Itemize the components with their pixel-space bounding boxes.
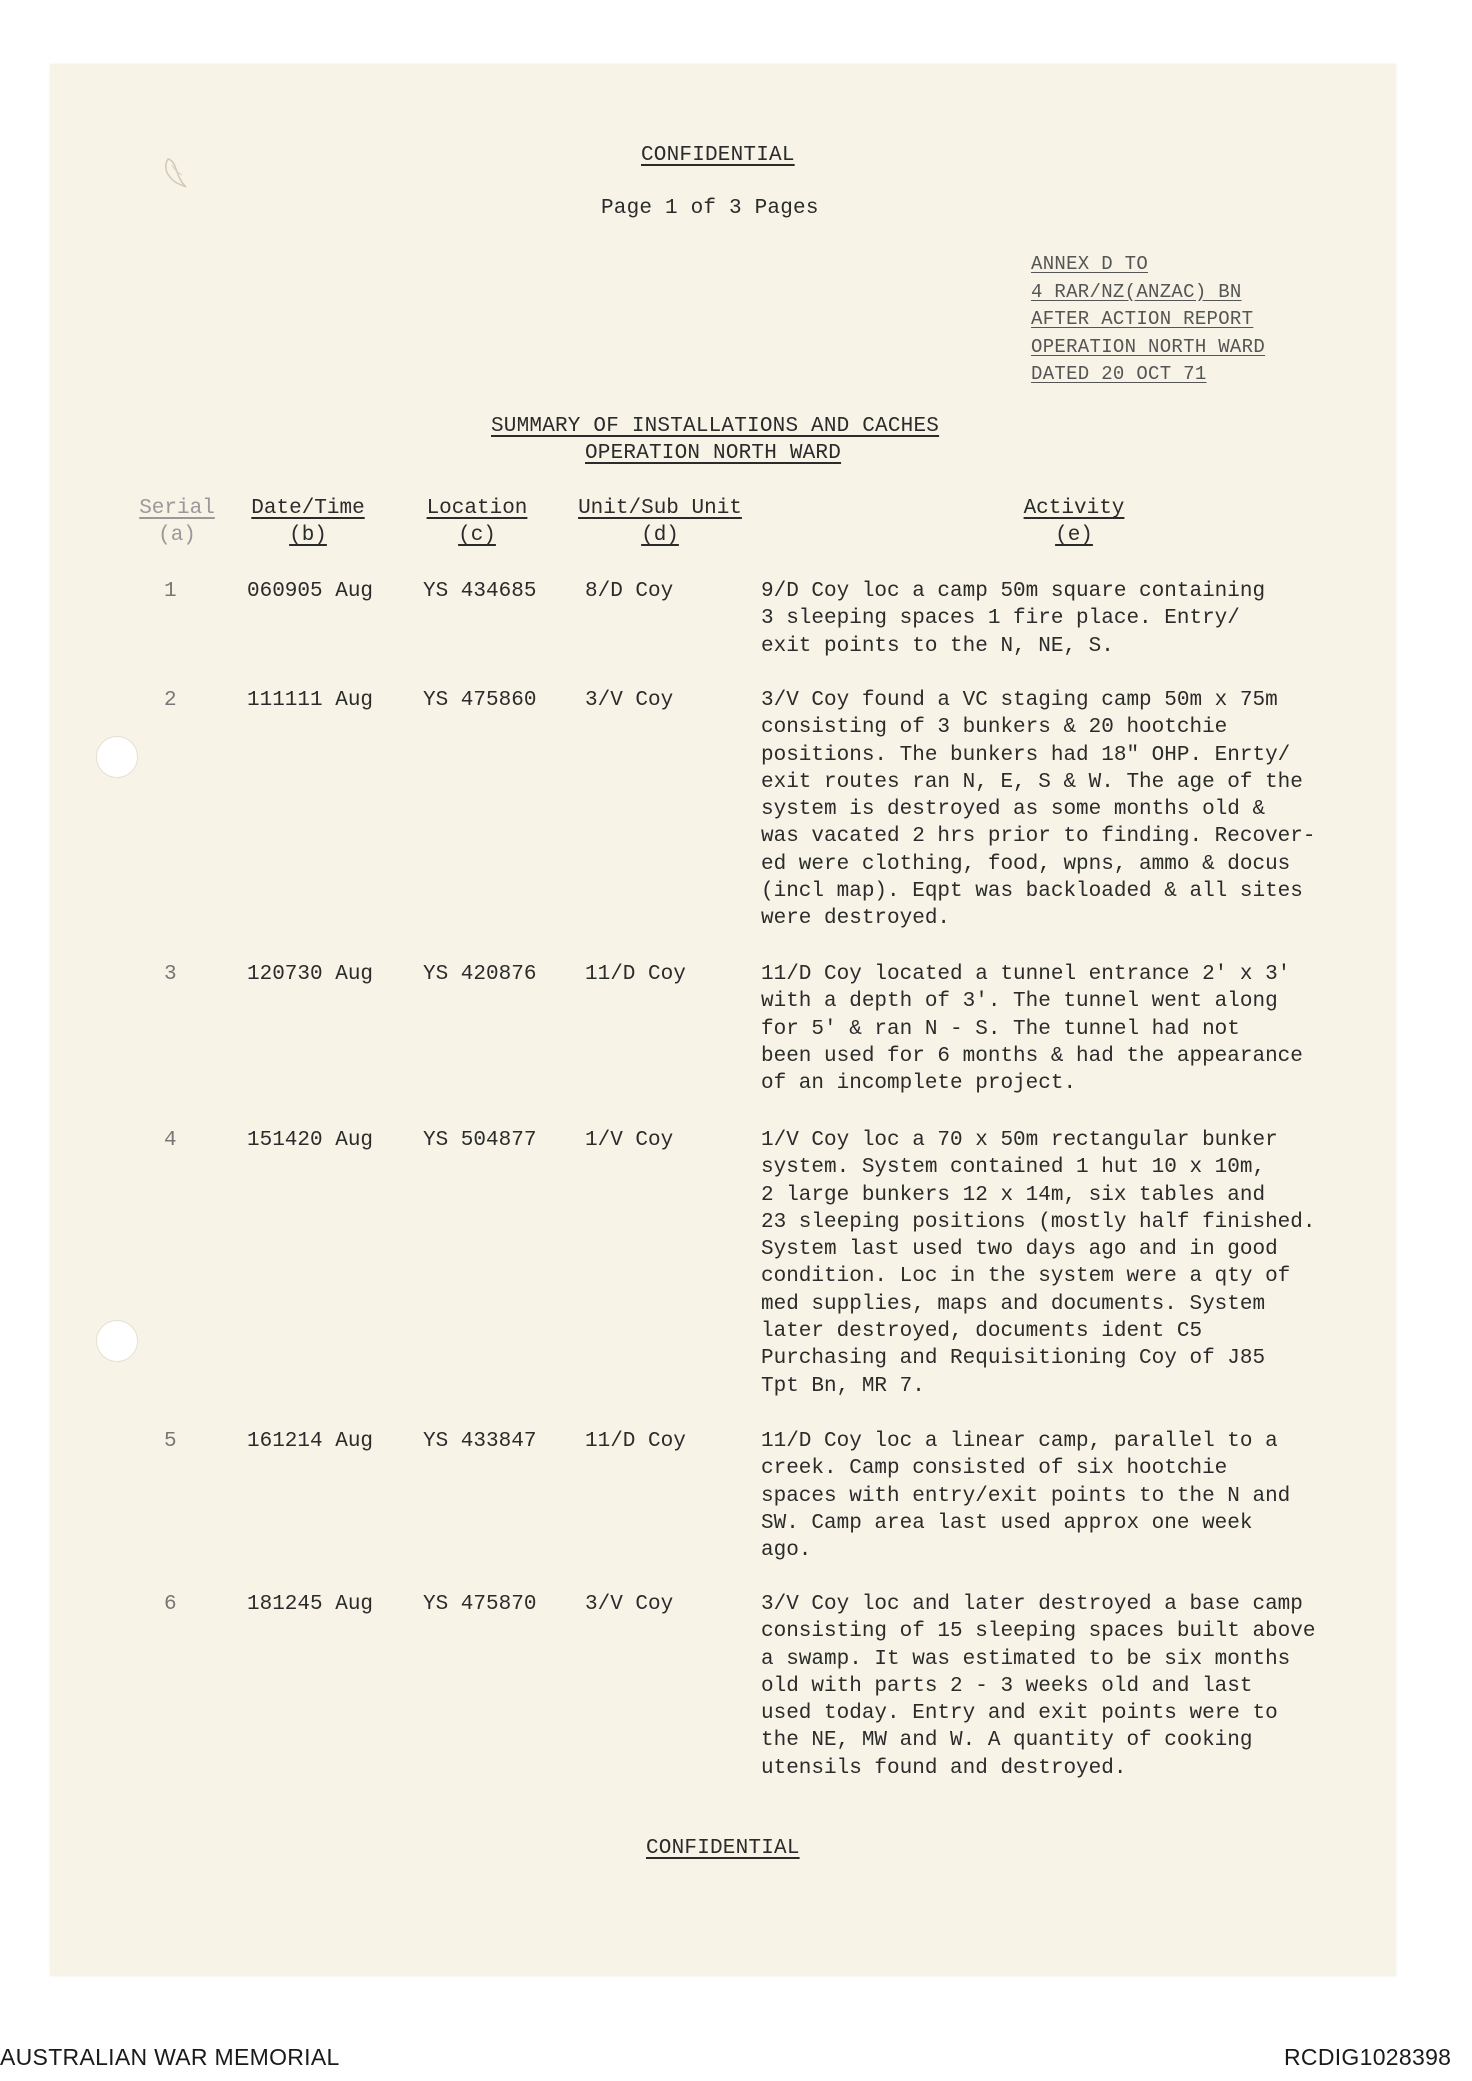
row-datetime: 151420 Aug — [247, 1129, 374, 1152]
activity-line: System last used two days ago and in good — [761, 1238, 1278, 1262]
col-header-datetime: Date/Time (b) — [251, 497, 365, 547]
row-activity — [761, 687, 1381, 933]
activity-line: exit routes ran N, E, S & W. The age of the — [761, 770, 1303, 794]
annex-line: AFTER ACTION REPORT — [1031, 308, 1254, 330]
activity-line: Purchasing and Requisitioning Coy of J85 — [761, 1347, 1266, 1371]
row-activity — [761, 1591, 1381, 1782]
activity-line: positions. The bunkers had 18" OHP. Enrty/ — [761, 743, 1291, 767]
row-serial: 5 — [164, 1430, 177, 1453]
annex-line: 4 RAR/NZ(ANZAC) BN — [1031, 280, 1242, 303]
row-unit: 3/V Coy — [585, 1593, 674, 1616]
activity-line: been used for 6 months & had the appearance — [761, 1044, 1303, 1068]
activity-line: 23 sleeping positions (mostly half finished. — [761, 1210, 1316, 1234]
row-location: YS 420876 — [423, 963, 537, 986]
row-datetime: 120730 Aug — [247, 963, 374, 986]
row-location: YS 475860 — [423, 689, 537, 712]
activity-line: with a depth of 3'. The tunnel went along — [761, 990, 1278, 1014]
activity-line: 2 large bunkers 12 x 14m, six tables and — [761, 1183, 1266, 1207]
archive-reference: RCDIG1028398 — [1284, 2044, 1452, 2070]
activity-line: was vacated 2 hrs prior to finding. Recover- — [761, 825, 1316, 849]
row-activity — [761, 1428, 1381, 1564]
activity-line: the NE, MW and W. A quantity of cooking — [761, 1729, 1253, 1753]
activity-line: 9/D Coy loc a camp 50m square containing — [761, 580, 1266, 603]
page-indicator: Page 1 of 3 Pages — [601, 197, 819, 220]
activity-line: Tpt Bn, MR 7. — [761, 1374, 925, 1398]
row-serial: 3 — [164, 963, 177, 986]
activity-line: of an incomplete project. — [761, 1072, 1077, 1096]
annex-line: DATED 20 OCT 71 — [1031, 363, 1207, 385]
activity-line: later destroyed, documents ident C5 — [761, 1320, 1203, 1344]
col-header-activity: Activity (e) — [1023, 497, 1125, 547]
activity-line: exit points to the N, NE, S. — [761, 634, 1114, 658]
col-header-serial: Serial (a) — [139, 497, 215, 547]
row-location: YS 434685 — [423, 580, 537, 603]
col-header-unit: Unit/Sub Unit (d) — [578, 497, 742, 547]
row-unit: 11/D Coy — [585, 1430, 686, 1453]
paper-mark-icon — [160, 155, 190, 191]
activity-line: utensils found and destroyed. — [761, 1756, 1127, 1780]
document-subtitle: OPERATION NORTH WARD — [585, 442, 842, 465]
activity-line: condition. Loc in the system were a qty of — [761, 1265, 1291, 1289]
row-location: YS 433847 — [423, 1430, 537, 1453]
activity-line: were destroyed. — [761, 907, 951, 931]
footer-classification: CONFIDENTIAL — [646, 1837, 800, 1860]
row-datetime: 111111 Aug — [247, 689, 374, 712]
activity-line: 3/V Coy found a VC staging camp 50m x 75m — [761, 689, 1278, 712]
activity-line: med supplies, maps and documents. System — [761, 1292, 1266, 1316]
row-serial: 6 — [164, 1593, 177, 1616]
row-unit: 3/V Coy — [585, 689, 674, 712]
annex-line: OPERATION NORTH WARD — [1031, 335, 1266, 358]
activity-line: 3 sleeping spaces 1 fire place. Entry/ — [761, 607, 1240, 631]
archive-institution: AUSTRALIAN WAR MEMORIAL — [0, 2044, 340, 2070]
row-serial: 1 — [164, 580, 177, 603]
row-location: YS 504877 — [423, 1129, 537, 1152]
row-location: YS 475870 — [423, 1593, 537, 1616]
punch-hole-top — [96, 736, 138, 778]
annex-line: ANNEX D TO — [1031, 253, 1149, 275]
row-serial: 4 — [164, 1129, 177, 1152]
row-serial: 2 — [164, 689, 177, 712]
activity-line: used today. Entry and exit points were to — [761, 1702, 1278, 1726]
activity-line: consisting of 3 bunkers & 20 hootchie — [761, 716, 1228, 740]
activity-line: 11/D Coy loc a linear camp, parallel to a — [761, 1430, 1278, 1453]
punch-hole-bottom — [96, 1320, 138, 1362]
row-activity — [761, 578, 1381, 660]
activity-line: SW. Camp area last used approx one week — [761, 1511, 1253, 1535]
activity-line: (incl map). Eqpt was backloaded & all sites — [761, 880, 1303, 904]
activity-line: system is destroyed as some months old & — [761, 798, 1266, 822]
activity-line: spaces with entry/exit points to the N and — [761, 1484, 1291, 1508]
activity-line: consisting of 15 sleeping spaces built above — [761, 1620, 1316, 1644]
activity-line: 1/V Coy loc a 70 x 50m rectangular bunker — [761, 1129, 1278, 1152]
header-classification: CONFIDENTIAL — [641, 144, 795, 167]
activity-line: for 5' & ran N - S. The tunnel had not — [761, 1017, 1240, 1041]
row-datetime: 060905 Aug — [247, 580, 374, 603]
activity-line: ed were clothing, food, wpns, ammo & docus — [761, 852, 1291, 876]
row-unit: 11/D Coy — [585, 963, 686, 986]
activity-line: ago. — [761, 1539, 812, 1563]
annex-stamp — [1031, 251, 1265, 389]
activity-line: 3/V Coy loc and later destroyed a base camp — [761, 1593, 1303, 1616]
row-activity — [761, 961, 1381, 1097]
row-activity — [761, 1127, 1381, 1400]
row-unit: 8/D Coy — [585, 580, 674, 603]
activity-line: 11/D Coy located a tunnel entrance 2' x 3' — [761, 963, 1291, 986]
row-datetime: 161214 Aug — [247, 1430, 374, 1453]
document-title: SUMMARY OF INSTALLATIONS AND CACHES — [491, 415, 940, 438]
activity-line: system. System contained 1 hut 10 x 10m, — [761, 1156, 1266, 1180]
activity-line: a swamp. It was estimated to be six months — [761, 1647, 1291, 1671]
col-header-location: Location (c) — [426, 497, 528, 547]
activity-line: creek. Camp consisted of six hootchie — [761, 1457, 1228, 1481]
activity-line: old with parts 2 - 3 weeks old and last — [761, 1674, 1253, 1698]
row-datetime: 181245 Aug — [247, 1593, 374, 1616]
row-unit: 1/V Coy — [585, 1129, 674, 1152]
